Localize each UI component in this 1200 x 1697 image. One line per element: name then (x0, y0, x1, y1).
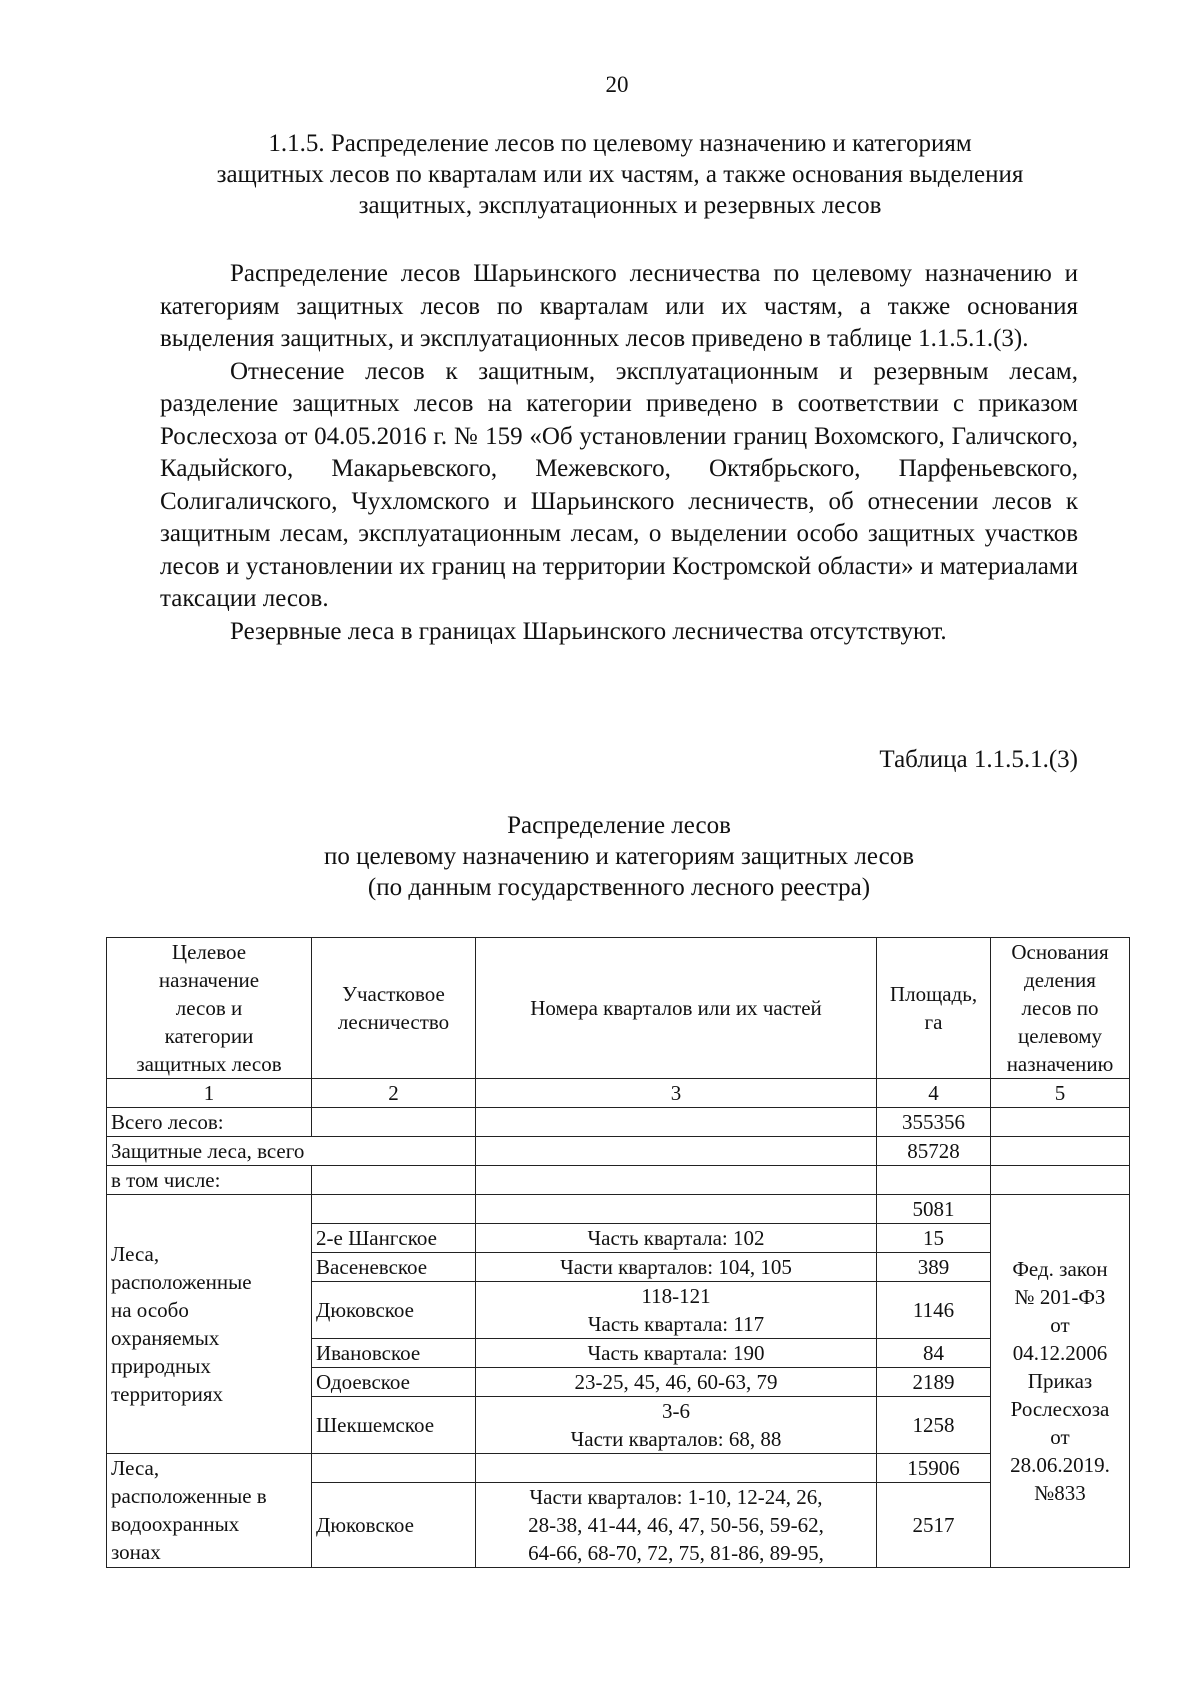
table-row (107, 1108, 1130, 1137)
table-title-line: по целевому назначению и категориям защитных лесов (323, 843, 915, 870)
col-number: 4 (877, 1079, 991, 1108)
table-row (107, 1137, 1130, 1166)
quarters-cell: 118-121 Часть квартала: 117 (476, 1282, 877, 1339)
table-row (107, 1166, 1130, 1195)
total-label: Всего лесов: (107, 1108, 312, 1137)
oopt-total-area: 5081 (877, 1195, 991, 1224)
heading-line: защитных, эксплуатационных и резервных лесов (358, 192, 882, 219)
forestry-cell: Васеневское (312, 1253, 476, 1282)
quarters-cell: Часть квартала: 190 (476, 1339, 877, 1368)
header-forestry: Участковое лесничество (312, 938, 476, 1079)
forestry-cell: Ивановское (312, 1339, 476, 1368)
including-label: в том числе: (107, 1166, 312, 1195)
forestry-cell: Дюковское (312, 1282, 476, 1339)
paragraph: Отнесение лесов к защитным, эксплуатационным и резервным лесам, разделение защитных лесов на категории приведено в соответствии с приказом Рослесхоза от 04.05.2016 г. № 159 «Об установлении границ Вохомского, Галичского, Кадыйского, Макарьевского, Межевского, Октябрьского, Парфеньевского, Солигаличского, Чухломского и Шарьинского лесничеств, об отнесении лесов к защитным лесам, эксплуатационным лесам, о выделении особо защитных участков лесов и установлении их границ на территории Костромской области» и материалами таксации лесов. (160, 357, 1078, 612)
body-text (160, 258, 1078, 648)
category-water: Леса, расположенные в водоохранных зонах (107, 1454, 312, 1568)
category-oopt: Леса, расположенные на особо охраняемых природных территориях (107, 1195, 312, 1454)
forestry-cell: Дюковское (312, 1483, 476, 1568)
heading-line: защитных лесов по кварталам или их частям, а также основания выделения (216, 161, 1024, 188)
protective-area: 85728 (877, 1137, 991, 1166)
table-row (107, 1454, 1130, 1483)
forestry-cell: Шекшемское (312, 1397, 476, 1454)
water-total-area: 15906 (877, 1454, 991, 1483)
table-title-line: Распределение лесов (507, 812, 731, 839)
column-number-row (107, 1079, 1130, 1108)
paragraph: Распределение лесов Шарьинского лесничества по целевому назначению и категориям защитных лесов по кварталам или их частям, а также основания выделения защитных, и эксплуатационных лесов приведено в таблице 1.1.5.1.(3). (160, 260, 1078, 352)
quarters-cell: Часть квартала: 102 (476, 1224, 877, 1253)
total-area: 355356 (877, 1108, 991, 1137)
section-heading (160, 128, 1080, 221)
heading-line: 1.1.5. Распределение лесов по целевому назначению и категориям (268, 130, 972, 157)
table-caption: Таблица 1.1.5.1.(3) (879, 746, 1078, 773)
header-basis: Основания деления лесов по целевому назначению (991, 938, 1130, 1079)
paragraph: Резервные леса в границах Шарьинского лесничества отсутствуют. (230, 617, 947, 645)
table-row (107, 1195, 1130, 1224)
table-header-row (107, 938, 1130, 1079)
col-number: 3 (476, 1079, 877, 1108)
forestry-cell: 2-е Шангское (312, 1224, 476, 1253)
area-cell: 1258 (877, 1397, 991, 1454)
header-category: Целевое назначение лесов и категории защитных лесов (107, 938, 312, 1079)
col-number: 1 (107, 1079, 312, 1108)
table-title (160, 810, 1078, 903)
quarters-cell: 3-6 Части кварталов: 68, 88 (476, 1397, 877, 1454)
col-number: 5 (991, 1079, 1130, 1108)
page-number: 20 (605, 72, 629, 97)
area-cell: 84 (877, 1339, 991, 1368)
quarters-cell: Части кварталов: 1-10, 12-24, 26, 28-38, 41-44, 46, 47, 50-56, 59-62, 64-66, 68-70, 72, 75, 81-86, 89-95, (476, 1483, 877, 1568)
forest-distribution-table (106, 937, 1130, 1568)
quarters-cell: Части кварталов: 104, 105 (476, 1253, 877, 1282)
area-cell: 2189 (877, 1368, 991, 1397)
forestry-cell: Одоевское (312, 1368, 476, 1397)
quarters-cell: 23-25, 45, 46, 60-63, 79 (476, 1368, 877, 1397)
protective-label: Защитные леса, всего (107, 1137, 476, 1166)
header-quarters: Номера кварталов или их частей (476, 938, 877, 1079)
area-cell: 389 (877, 1253, 991, 1282)
basis-cell: Фед. закон № 201-ФЗ от 04.12.2006 Приказ Рослесхоза от 28.06.2019. №833 (991, 1195, 1130, 1568)
area-cell: 15 (877, 1224, 991, 1253)
table-title-line: (по данным государственного лесного реестра) (367, 874, 871, 901)
header-area: Площадь, га (877, 938, 991, 1079)
area-cell: 1146 (877, 1282, 991, 1339)
area-cell: 2517 (877, 1483, 991, 1568)
col-number: 2 (312, 1079, 476, 1108)
